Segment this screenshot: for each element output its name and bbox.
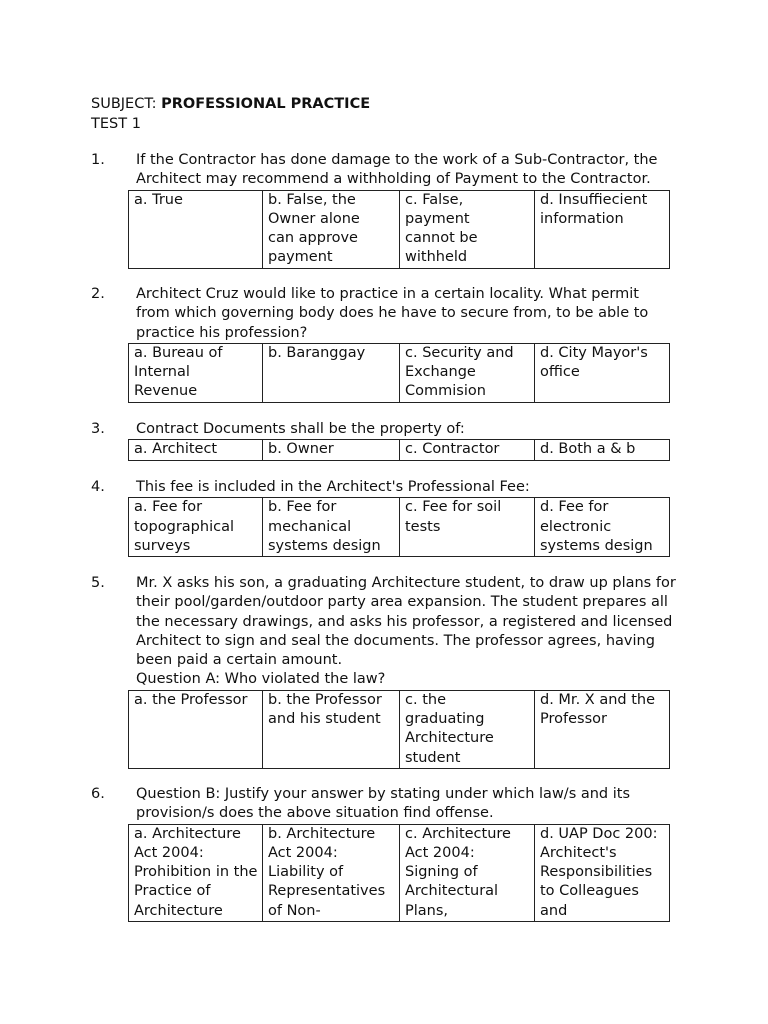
choice-line: c. Security and [405,344,514,361]
question-line: Question A: Who violated the law? [136,671,386,688]
choice-line: a. the Professor [134,691,248,708]
choice-line: Internal [134,364,190,381]
question-number: 6. [91,786,105,802]
choice-line: mechanical [268,518,352,535]
choice-line: a. Architect [134,441,218,458]
choice-line: to Colleagues [540,883,639,900]
choice-b[interactable] [263,440,400,460]
choice-line: Prohibition in the [134,864,257,881]
choice-line: Act 2004: [405,844,475,861]
choice-line: can approve [268,230,358,247]
question-line: Contract Documents shall be the property of: [136,421,465,437]
question-5 [91,574,681,769]
choice-line: a. Architecture [134,825,241,842]
question-1 [91,151,681,269]
question-text [136,785,681,824]
question-line: Architect to sign and seal the documents. The professor agrees, having [136,632,655,649]
choice-line: Plans, [405,902,449,919]
choice-line: office [540,364,580,381]
choice-b[interactable] [263,498,400,557]
choice-line: b. Fee for [268,499,337,516]
choice-c[interactable] [400,498,535,557]
question-text [136,285,681,343]
choice-a[interactable] [129,440,263,460]
choice-line: Architecture [134,902,223,919]
choice-line: d. Mr. X and the [540,691,656,708]
choice-line: Owner alone [268,210,360,227]
question-2 [91,285,681,403]
choice-line: c. Fee for soil [405,499,502,516]
choice-a[interactable] [129,190,263,268]
choice-line: Revenue [134,383,198,400]
choice-d[interactable] [535,824,670,921]
question-text [136,574,681,690]
question-line: the necessary drawings, and asks his professor, a registered and licensed [136,613,673,630]
choices-table [128,497,670,557]
choice-line: d. Insuffiecient [540,191,648,208]
choices-table [128,439,670,460]
choice-line: Practice of [134,883,211,900]
subject-value: PROFESSIONAL PRACTICE [161,96,371,112]
choice-line: payment [268,249,333,266]
choice-line: Act 2004: [134,844,204,861]
choice-d[interactable] [535,498,670,557]
choice-line: Commision [405,383,486,400]
choice-line: withheld [405,249,468,266]
question-line: Mr. X asks his son, a graduating Architecture student, to draw up plans for [136,575,676,591]
subject-line [91,94,370,114]
choice-line: and his student [268,711,381,728]
choice-line: and [540,902,568,919]
choice-line: d. Fee for [540,499,609,516]
choice-line: surveys [134,537,191,554]
choice-b[interactable] [263,190,400,268]
choice-d[interactable] [535,343,670,402]
choice-line: of Non- [268,902,321,919]
choice-a[interactable] [129,690,263,768]
question-number: 4. [91,479,105,495]
choice-line: Responsibilities [540,864,653,881]
choice-line: c. Contractor [405,441,500,458]
choice-line: c. the [405,691,446,708]
choice-d[interactable] [535,190,670,268]
choice-line: Exchange [405,364,476,381]
choice-c[interactable] [400,824,535,921]
choice-line: topographical [134,518,234,535]
choice-b[interactable] [263,343,400,402]
question-6 [91,785,681,922]
question-number: 1. [91,152,105,168]
choice-line: b. Baranggay [268,344,366,361]
question-3 [91,420,681,461]
choice-line: tests [405,518,441,535]
choice-line: cannot be [405,230,478,247]
choice-line: Representatives [268,883,386,900]
question-text [136,151,681,190]
choice-line: a. Fee for [134,499,203,516]
choice-d[interactable] [535,690,670,768]
question-line: their pool/garden/outdoor party area expansion. The student prepares all [136,594,668,611]
question-line: practice his profession? [136,324,308,341]
document-header [91,94,370,134]
choice-line: d. UAP Doc 200: [540,825,658,842]
choices-table [128,690,670,769]
choice-a[interactable] [129,343,263,402]
choice-line: a. Bureau of [134,344,223,361]
choice-line: b. False, the [268,191,356,208]
choice-line: information [540,210,624,227]
question-text [136,420,681,439]
question-number: 3. [91,421,105,437]
choice-line: d. City Mayor's [540,344,648,361]
choice-line: Architecture [405,730,494,747]
choice-line: Architectural [405,883,499,900]
choice-b[interactable] [263,824,400,921]
question-line: provision/s does the above situation find offense. [136,805,494,822]
choices-table [128,343,670,403]
choice-line: c. Architecture [405,825,511,842]
choice-line: b. the Professor [268,691,382,708]
choice-line: b. Architecture [268,825,376,842]
choice-c[interactable] [400,190,535,268]
test-label: TEST 1 [91,116,141,132]
choice-line: systems design [540,537,653,554]
choice-line: systems design [268,537,381,554]
question-number: 5. [91,575,105,591]
choice-a[interactable] [129,824,263,921]
choice-c[interactable] [400,343,535,402]
question-line: If the Contractor has done damage to the work of a Sub-Contractor, the [136,152,658,168]
question-line: Architect may recommend a withholding of Payment to the Contractor. [136,171,651,188]
question-text [136,478,681,497]
choice-line: Signing of [405,864,478,881]
question-line: Architect Cruz would like to practice in a certain locality. What permit [136,286,639,302]
choice-line: student [405,749,461,766]
choice-d[interactable] [535,440,670,460]
choice-line: Act 2004: [268,844,338,861]
question-line: been paid a certain amount. [136,652,343,669]
choices-table [128,190,670,269]
subject-label: SUBJECT: [91,96,162,112]
choice-line: Liability of [268,864,344,881]
choices-table [128,824,670,922]
question-line: This fee is included in the Architect's Professional Fee: [136,479,530,495]
choice-line: payment [405,210,470,227]
choice-line: graduating [405,711,485,728]
choice-line: Architect's [540,844,617,861]
question-number: 2. [91,286,105,302]
choice-line: b. Owner [268,441,334,458]
choice-line: c. False, [405,191,464,208]
question-line: from which governing body does he have to secure from, to be able to [136,305,649,322]
choice-c[interactable] [400,440,535,460]
choice-c[interactable] [400,690,535,768]
choice-line: a. True [134,191,183,208]
choice-line: d. Both a & b [540,441,636,458]
choice-b[interactable] [263,690,400,768]
choice-line: electronic [540,518,612,535]
choice-a[interactable] [129,498,263,557]
choice-line: Professor [540,711,607,728]
question-line: Question B: Justify your answer by stating under which law/s and its [136,786,631,802]
question-4 [91,478,681,557]
